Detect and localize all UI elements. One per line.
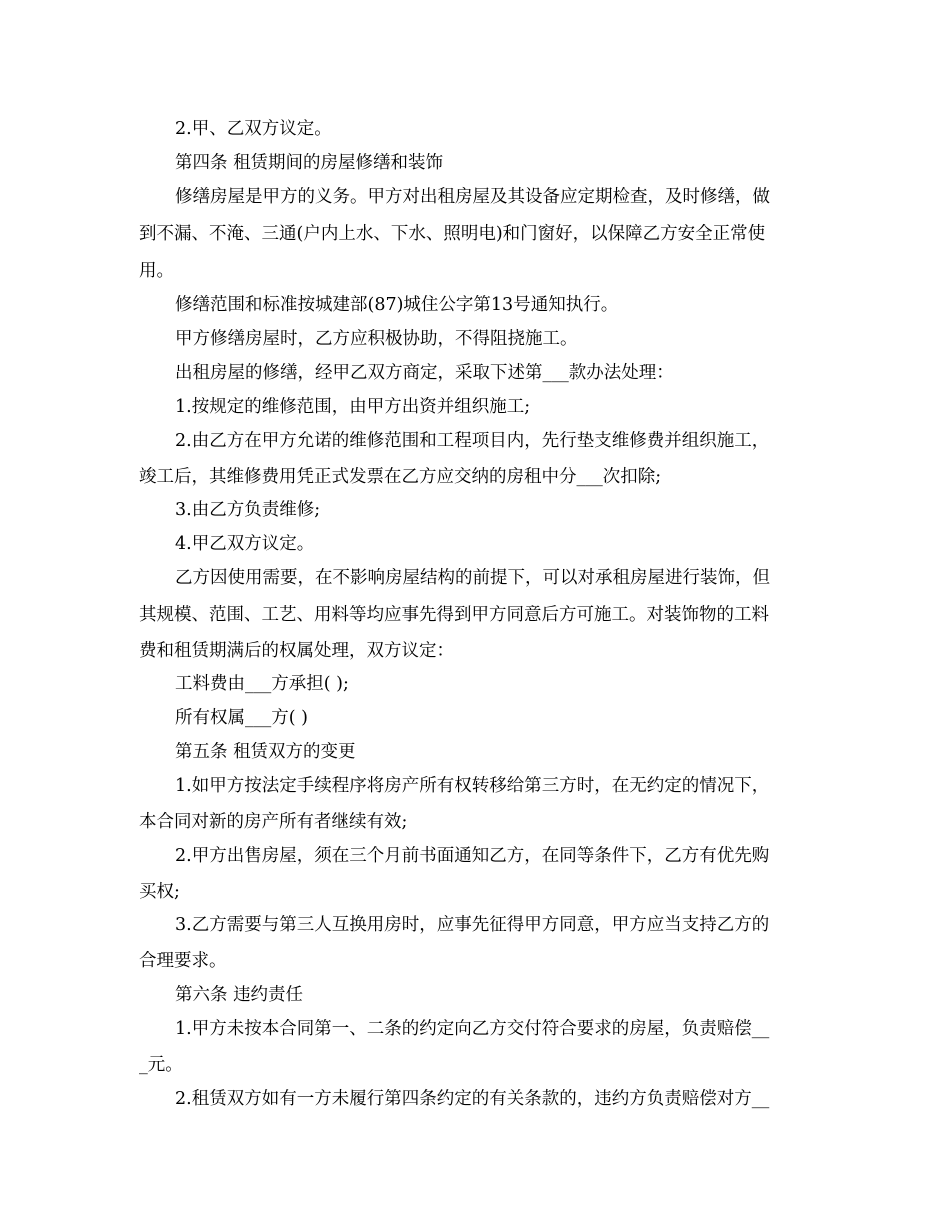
text-line: 其规模、范围、工艺、用料等均应事先得到甲方同意后方可施工。对装饰物的工料 [139, 605, 769, 625]
text-line: 出租房屋的修缮，经甲乙双方商定，采取下述第___款办法处理： [175, 363, 674, 383]
text-line: 2.甲方出售房屋，须在三个月前书面通知乙方，在同等条件下，乙方有优先购 [175, 846, 770, 866]
text-line: 4.甲乙双方议定。 [175, 534, 315, 554]
text-line: _元。 [139, 1055, 183, 1075]
text-line: 用。 [139, 261, 174, 281]
text-line: 甲方修缮房屋时，乙方应积极协助，不得阻挠施工。 [175, 329, 578, 349]
text-line: 修缮范围和标准按城建部(87)城住公字第13号通知执行。 [175, 295, 619, 315]
text-line: 2.由乙方在甲方允诺的维修范围和工程项目内，先行垫支维修费并组织施工， [175, 431, 770, 451]
article-heading: 第六条 违约责任 [175, 985, 304, 1005]
text-line: 本合同对新的房产所有者继续有效; [139, 812, 408, 832]
text-line: 2.甲、乙双方议定。 [175, 119, 332, 139]
text-line: 费和租赁期满后的权属处理，双方议定： [139, 641, 454, 661]
text-line: 到不漏、不淹、三通(户内上水、下水、照明电)和门窗好，以保障乙方安全正常使 [139, 224, 766, 244]
text-line: 2.租赁双方如有一方未履行第四条约定的有关条款的，违约方负责赔偿对方__ [175, 1089, 770, 1109]
text-line: 竣工后，其维修费用凭正式发票在乙方应交纳的房租中分___次扣除; [139, 467, 662, 487]
text-line: 1.按规定的维修范围，由甲方出资并组织施工; [175, 397, 531, 417]
text-line: 工料费由___方承担( ); [175, 674, 349, 694]
article-heading: 第四条 租赁期间的房屋修缮和装饰 [175, 153, 444, 173]
text-line: 1.甲方未按本合同第一、二条的约定向乙方交付符合要求的房屋，负责赔偿__ [175, 1019, 770, 1039]
text-line: 1.如甲方按法定手续程序将房产所有权转移给第三方时，在无约定的情况下， [175, 776, 770, 796]
text-line: 修缮房屋是甲方的义务。甲方对出租房屋及其设备应定期检查，及时修缮，做 [175, 187, 770, 207]
text-line: 所有权属___方( ) [175, 708, 308, 728]
article-heading: 第五条 租赁双方的变更 [175, 742, 356, 762]
text-line: 3.乙方需要与第三人互换用房时，应事先征得甲方同意，甲方应当支持乙方的 [175, 915, 770, 935]
text-line: 合理要求。 [139, 951, 227, 971]
text-line: 乙方因使用需要，在不影响房屋结构的前提下，可以对承租房屋进行装饰，但 [175, 568, 770, 588]
text-line: 买权; [139, 882, 180, 902]
text-line: 3.由乙方负责维修; [175, 500, 321, 520]
